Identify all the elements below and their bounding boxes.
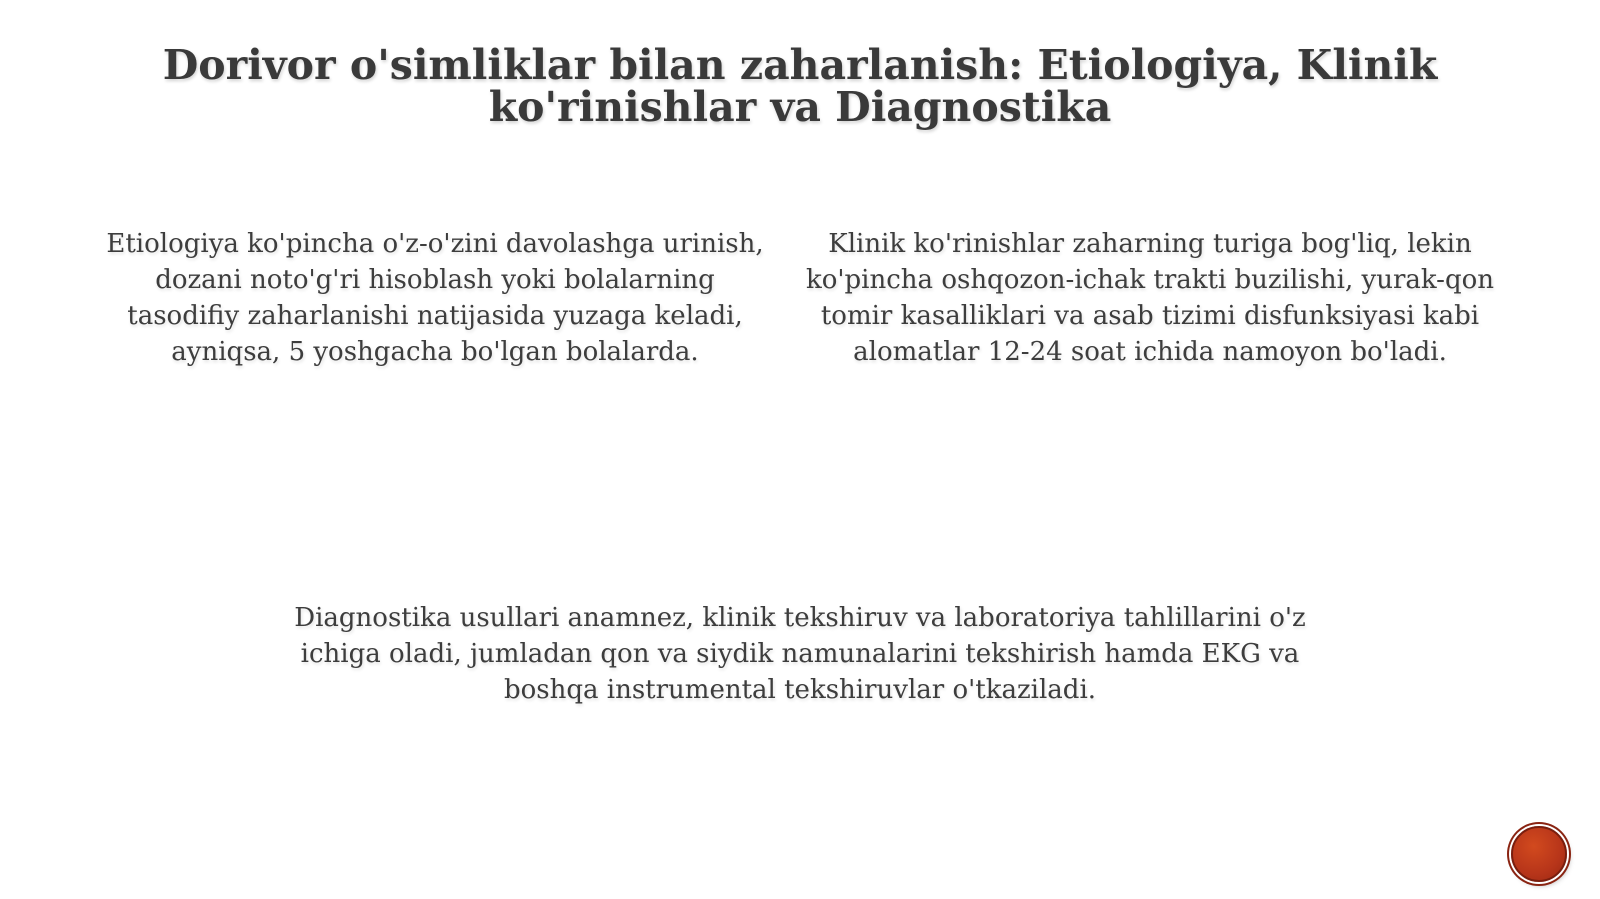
corner-accent-circle <box>1511 826 1567 882</box>
slide-title: Dorivor o'simliklar bilan zaharlanish: Etiologiya, Klinik ko'rinishlar va Diagnostika <box>162 41 1438 131</box>
diagnostics-paragraph: Diagnostika usullari anamnez, klinik tekshiruv va laboratoriya tahlillarini o'z ichiga oladi, jumladan qon va siydik namunalarini tekshirish hamda EKG va boshqa instrumental tekshiruvlar o'tkaziladi. <box>294 603 1306 705</box>
clinical-paragraph: Klinik ko'rinishlar zaharning turiga bog'liq, lekin ko'pincha oshqozon-ichak trakti buzilishi, yurak-qon tomir kasalliklari va asab tizimi disfunksiyasi kabi alomatlar 12-24 soat ichida namoyon bo'ladi. <box>805 229 1494 367</box>
etiology-paragraph: Etiologiya ko'pincha o'z-o'zini davolashga urinish, dozani noto'g'ri hisoblash yoki bolalarning tasodifiy zaharlanishi natijasida yuzaga keladi, ayniqsa, 5 yoshgacha bo'lgan bolalarda. <box>106 229 764 367</box>
